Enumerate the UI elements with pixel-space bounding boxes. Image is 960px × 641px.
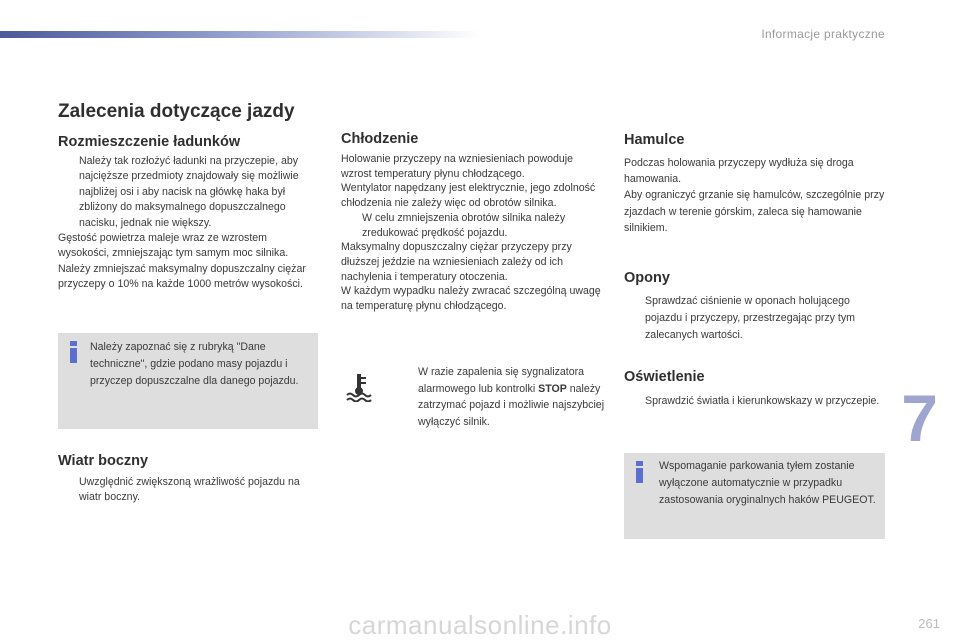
bullet-text: W celu zmniejszenia obrotów silnika należy zredukować prędkość pojazdu. [362,211,566,239]
cooling-text-block [341,152,603,314]
tyres-text [624,293,886,343]
cooling-paragraph: W każdym wypadku należy zwracać szczególną uwagę na temperaturę płynu chłodzącego. [341,285,601,313]
bullet-text: Uwzględnić zwiększoną wrażliwość pojazdu na wiatr boczny. [79,476,300,504]
cooling-paragraph: Wentylator napędzany jest elektrycznie, jego zdolność chłodzenia nie zależy więc od obrotów silnika. [341,182,596,210]
info-icon [70,341,77,363]
brakes-paragraph: Aby ograniczyć grzanie się hamulców, szczególnie przy zjazdach w terenie górskim, zaleca się hamowanie silnikiem. [624,189,885,234]
header-gradient-bar [0,31,480,38]
brakes-paragraph: Podczas holowania przyczepy wydłuża się droga hamowania. [624,157,854,186]
list-item [58,475,313,506]
bullet-text: Należy tak rozłożyć ładunki na przyczepie, aby najcięższe przedmioty znajdowały się możliwie najbliżej osi i aby nacisk na główkę haka był zbliżony do maksymalnego dopuszczalnego nacisku, jednak nie większy. [79,155,299,229]
watermark: carmanualsonline.info [348,610,612,640]
brakes-text [624,155,886,236]
heading-brakes: Hamulce [624,132,685,148]
heading-crosswind: Wiatr boczny [58,453,149,469]
info-note [58,333,318,429]
heading-load-distribution: Rozmieszczenie ładunków [58,134,241,150]
lights-text [624,393,886,410]
crosswind-text [58,475,313,506]
coolant-temperature-icon [345,372,373,402]
list-item [624,293,886,343]
warning-text-part2: należy zatrzymać pojazd i możliwie najszybciej wyłączyć silnik. [418,382,605,428]
load-text-block [58,154,313,293]
note-text: Wspomaganie parkowania tyłem zostanie wyłączone automatycznie w przypadku zastosowania oryginalnych haków PEUGEOT. [659,460,876,506]
list-item [341,211,603,240]
warning-text-part1: W razie zapalenia się sygnalizatora alarmowego lub kontrolki [418,366,585,395]
chapter-number: 7 [901,381,938,455]
cooling-paragraph: Holowanie przyczepy na wzniesieniach powoduje wzrost temperatury płynu chłodzącego. [341,153,574,180]
section-title: Informacje praktyczne [761,27,885,41]
list-item [624,393,886,410]
altitude-paragraph: Gęstość powietrza maleje wraz ze wzrostem wysokości, zmniejszając tym samym moc silnika. Należy zmniejszać maksymalny dopuszczalny ciężar przyczepy o 10% na każde 1000 metrów wysokości. [58,232,306,291]
heading-cooling: Chłodzenie [341,131,419,147]
heading-tyres: Opony [624,270,670,286]
stop-label: STOP [538,382,567,395]
heading-lights: Oświetlenie [624,369,705,385]
page-title: Zalecenia dotyczące jazdy [58,101,295,122]
note-text: Należy zapoznać się z rubryką "Dane techniczne", gdzie podano masy pojazdu i przyczep dopuszczalne dla danego pojazdu. [90,341,299,387]
list-item [58,154,313,231]
info-note [624,453,885,539]
page-number: 261 [918,616,940,631]
bullet-text: Sprawdzać ciśnienie w oponach holującego pojazdu i przyczepy, przestrzegając przy tym zalecanych wartości. [645,295,855,341]
cooling-paragraph: Maksymalny dopuszczalny ciężar przyczepy przy dłuższej jeździe na wzniesieniach zależy od ich nachylenia i temperatury otoczenia. [341,241,572,283]
bullet-text: Sprawdzić światła i kierunkowskazy w przyczepie. [645,395,880,407]
list-item [397,364,609,430]
info-icon [636,461,643,483]
coolant-warning [397,364,609,430]
